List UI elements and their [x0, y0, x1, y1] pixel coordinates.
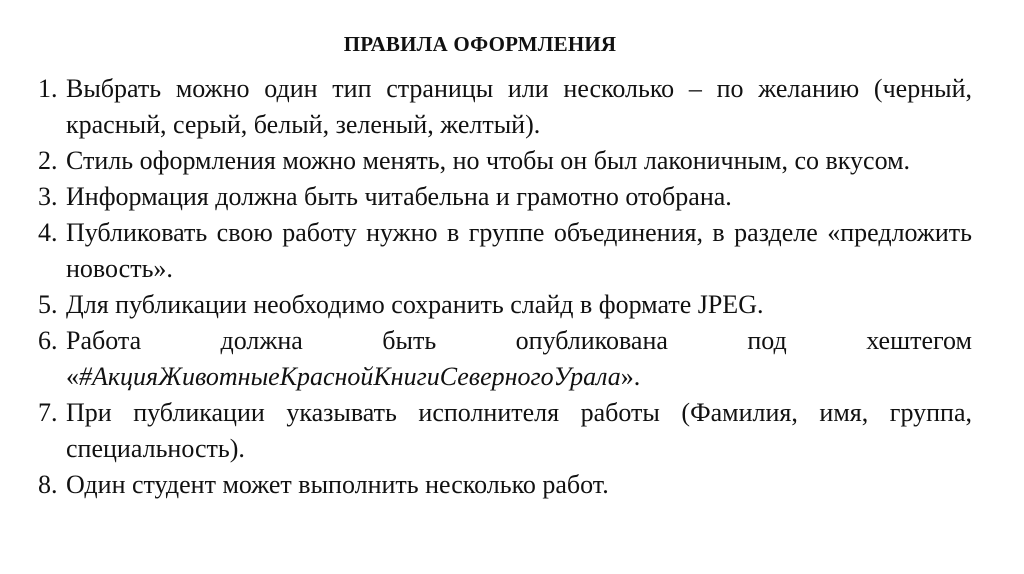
list-item [38, 287, 972, 323]
word: быть [382, 326, 437, 355]
word: должна [220, 326, 303, 355]
list-item [38, 467, 972, 503]
hashtag-line [66, 359, 972, 395]
list-item [38, 71, 972, 143]
list-item-number: 8. [38, 470, 58, 499]
word: под [747, 326, 787, 355]
list-item-number: 6. [38, 326, 58, 355]
list-item [38, 143, 972, 179]
list-item [38, 179, 972, 215]
list-item-number: 3. [38, 182, 58, 211]
list-item-text: Один студент может выполнить несколько работ. [66, 470, 609, 499]
list-item [38, 395, 972, 467]
list-item-number: 2. [38, 146, 58, 175]
slide-title: ПРАВИЛА ОФОРМЛЕНИЯ [343, 32, 617, 56]
list-item-text: Выбрать можно один тип страницы или несколько – по желанию (черный, красный, серый, белый, зеленый, желтый). [66, 74, 972, 139]
list-item-text: Публиковать свою работу нужно в группе объединения, в разделе «предложить новость». [66, 218, 972, 283]
hashtag: #АкцияЖивотныеКраснойКнигиСеверногоУрала [79, 362, 621, 391]
word: опубликована [515, 326, 668, 355]
hashtag-rule-line [66, 323, 972, 359]
list-item [38, 215, 972, 287]
list-item-number: 1. [38, 74, 58, 103]
list-item-text: Для публикации необходимо сохранить слайд в формате JPEG. [66, 290, 764, 319]
list-item-number: 4. [38, 218, 58, 247]
list-item [38, 323, 972, 395]
word: хештегом [866, 326, 972, 355]
list-item-text: Стиль оформления можно менять, но чтобы он был лаконичным, со вкусом. [66, 146, 911, 175]
rules-list [38, 71, 972, 503]
list-item-number: 7. [38, 398, 58, 427]
list-item-text: При публикации указывать исполнителя работы (Фамилия, имя, группа, специальность). [66, 398, 972, 463]
list-item-text [66, 323, 972, 395]
list-item-text: Информация должна быть читабельна и грамотно отобрана. [66, 182, 732, 211]
quote-close: ». [620, 362, 641, 391]
list-item-number: 5. [38, 290, 58, 319]
word: Работа [66, 326, 142, 355]
quote-open: « [66, 362, 79, 391]
